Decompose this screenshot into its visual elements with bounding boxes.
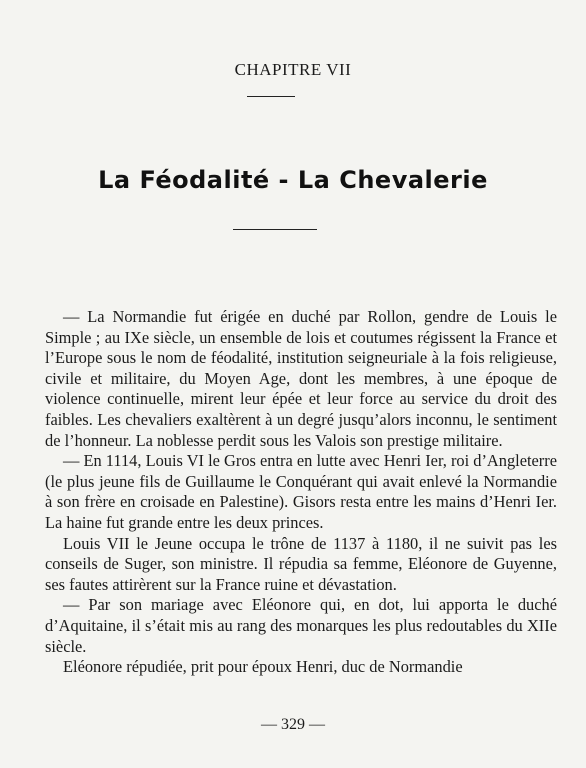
paragraph-4: — Par son mariage avec Eléonore qui, en dot, lui apporta le duché d’Aquitaine, il s’était mis au rang des monarques les plus redoutables du XIIe siècle. — [45, 595, 557, 656]
paragraph-2: — En 1114, Louis VI le Gros entra en lutte avec Henri Ier, roi d’Angleterre (le plus jeune fils de Guillaume le Conquérant qui avait enlevé la Normandie à son frère en croisade en Palestine). Gisors resta entre les mains d’Henri Ier. La haine fut grande entre les deux princes. — [45, 451, 557, 532]
page-number: — 329 — — [261, 716, 325, 733]
paragraph-5: Eléonore répudiée, prit pour époux Henri, duc de Normandie — [63, 657, 463, 677]
chapter-heading: CHAPITRE VII — [234, 60, 352, 79]
paragraph-1: — La Normandie fut érigée en duché par Rollon, gendre de Louis le Simple ; au IXe siècle, un ensemble de lois et coutumes régissent la France et l’Europe sous le nom de féodalité, institution seigneuriale à la fois religieuse, civile et militaire, du Moyen Age, dont les membres, à une époque de violence continuelle, mirent leur épée et leur force au service du droit des faibles. Les chevaliers exaltèrent à un degré jusqu’alors inconnu, le sentiment de l’honneur. La noblesse perdit sous les Valois son prestige militaire. — [45, 307, 557, 450]
title-divider — [233, 229, 317, 230]
body-text — [45, 307, 557, 678]
page-title: La Féodalité - La Chevalerie — [98, 166, 488, 194]
chapter-divider — [247, 96, 295, 97]
paragraph-3: Louis VII le Jeune occupa le trône de 1137 à 1180, il ne suivit pas les conseils de Suger, son ministre. Il répudia sa femme, Eléonore de Guyenne, ses fautes attirèrent sur la France ruine et dévastation. — [45, 533, 557, 594]
